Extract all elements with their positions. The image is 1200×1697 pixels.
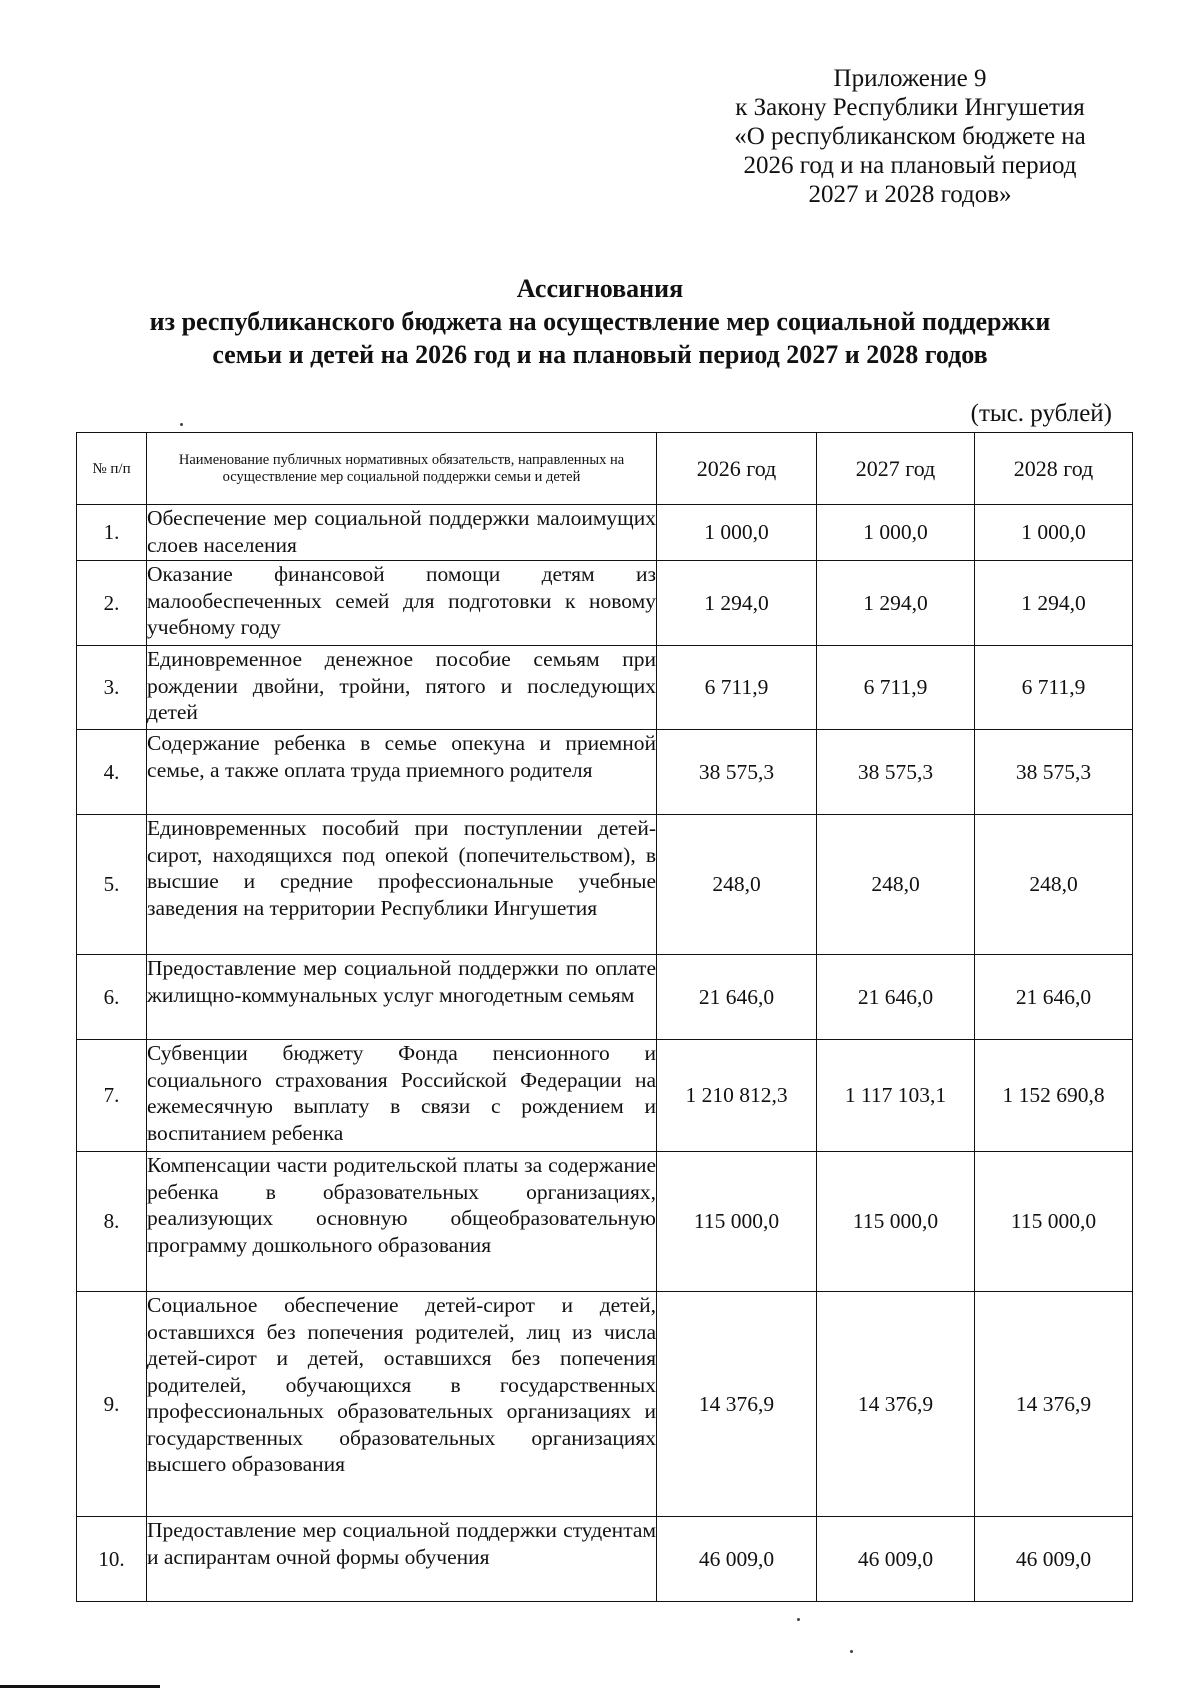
row-value-2026: 248,0	[657, 815, 817, 955]
table-row	[77, 1517, 1133, 1602]
table-row	[77, 730, 1133, 815]
appendix-line: 2027 и 2028 годов»	[808, 181, 1012, 208]
row-name: Компенсации части родительской платы за содержание ребенка в образовательных организациях, реализующих основную общеобразовательную программу дошкольного образования	[147, 1152, 657, 1292]
row-num: 6.	[77, 955, 147, 1040]
row-num: 5.	[77, 815, 147, 955]
header-name: Наименование публичных нормативных обязательств, направленных на осуществление мер социальной поддержки семьи и детей	[147, 433, 657, 505]
row-value-2026: 21 646,0	[657, 955, 817, 1040]
header-num: № п/п	[77, 433, 147, 505]
row-value-2026: 6 711,9	[657, 646, 817, 730]
scan-speck	[180, 423, 183, 426]
row-name: Единовременное денежное пособие семьям при рождении двойни, тройни, пятого и последующих детей	[147, 646, 657, 730]
row-value-2026: 1 000,0	[657, 505, 817, 561]
row-value-2026: 1 294,0	[657, 561, 817, 646]
table-row	[77, 955, 1133, 1040]
row-value-2028: 1 152 690,8	[975, 1040, 1133, 1152]
row-num: 9.	[77, 1292, 147, 1517]
row-value-2027: 115 000,0	[817, 1152, 975, 1292]
row-value-2027: 1 000,0	[817, 505, 975, 561]
header-2028: 2028 год	[975, 433, 1133, 505]
title-line-3: семьи и детей на 2026 год и на плановый период 2027 и 2028 годов	[212, 340, 988, 369]
table-header-row	[77, 433, 1133, 505]
row-value-2028: 38 575,3	[975, 730, 1133, 815]
row-value-2028: 46 009,0	[975, 1517, 1133, 1602]
row-num: 10.	[77, 1517, 147, 1602]
document-title	[60, 272, 1140, 371]
table-row	[77, 505, 1133, 561]
row-name: Оказание финансовой помощи детям из малообеспеченных семей для подготовки к новому учебному году	[147, 561, 657, 646]
row-value-2028: 115 000,0	[975, 1152, 1133, 1292]
header-2026: 2026 год	[657, 433, 817, 505]
row-value-2027: 1 117 103,1	[817, 1040, 975, 1152]
title-line-2: из республиканского бюджета на осуществление мер социальной поддержки	[149, 307, 1051, 336]
row-num: 8.	[77, 1152, 147, 1292]
row-num: 1.	[77, 505, 147, 561]
row-value-2027: 14 376,9	[817, 1292, 975, 1517]
allocations-table	[76, 432, 1133, 1602]
row-value-2027: 248,0	[817, 815, 975, 955]
footer-rule	[0, 1685, 160, 1688]
row-num: 7.	[77, 1040, 147, 1152]
table-row	[77, 1152, 1133, 1292]
appendix-line: Приложение 9	[833, 65, 987, 92]
row-name: Содержание ребенка в семье опекуна и приемной семье, а также оплата труда приемного родителя	[147, 730, 657, 815]
units-label: (тыс. рублей)	[970, 400, 1112, 427]
row-value-2026: 14 376,9	[657, 1292, 817, 1517]
row-name: Единовременных пособий при поступлении детей-сирот, находящихся под опекой (попечительством), в высшие и средние профессиональные учебные заведения на территории Республики Ингушетия	[147, 815, 657, 955]
row-name: Субвенции бюджету Фонда пенсионного и социального страхования Российской Федерации на ежемесячную выплату в связи с рождением и воспитанием ребенка	[147, 1040, 657, 1152]
row-name: Социальное обеспечение детей-сирот и детей, оставшихся без попечения родителей, лиц из числа детей-сирот и детей, оставшихся без попечения родителей, обучающихся в государственных профессиональных образовательных организациях и государственных образовательных организациях высшего образования	[147, 1292, 657, 1517]
scan-speck	[850, 1650, 853, 1653]
table-row	[77, 1292, 1133, 1517]
row-num: 2.	[77, 561, 147, 646]
row-name: Обеспечение мер социальной поддержки малоимущих слоев населения	[147, 505, 657, 561]
row-value-2027: 6 711,9	[817, 646, 975, 730]
row-value-2026: 38 575,3	[657, 730, 817, 815]
row-value-2026: 1 210 812,3	[657, 1040, 817, 1152]
appendix-line: 2026 год и на плановый период	[743, 152, 1077, 179]
row-value-2028: 248,0	[975, 815, 1133, 955]
row-value-2027: 1 294,0	[817, 561, 975, 646]
row-value-2028: 1 294,0	[975, 561, 1133, 646]
table-row	[77, 815, 1133, 955]
appendix-line: к Закону Республики Ингушетия	[735, 94, 1085, 121]
appendix-line: «О республиканском бюджете на	[734, 123, 1086, 150]
row-name: Предоставление мер социальной поддержки по оплате жилищно-коммунальных услуг многодетным семьям	[147, 955, 657, 1040]
row-num: 3.	[77, 646, 147, 730]
title-line-1: Ассигнования	[516, 274, 684, 303]
row-num: 4.	[77, 730, 147, 815]
row-value-2026: 115 000,0	[657, 1152, 817, 1292]
row-name: Предоставление мер социальной поддержки студентам и аспирантам очной формы обучения	[147, 1517, 657, 1602]
row-value-2028: 1 000,0	[975, 505, 1133, 561]
appendix-header	[680, 64, 1140, 209]
row-value-2027: 38 575,3	[817, 730, 975, 815]
row-value-2028: 14 376,9	[975, 1292, 1133, 1517]
row-value-2028: 6 711,9	[975, 646, 1133, 730]
row-value-2026: 46 009,0	[657, 1517, 817, 1602]
row-value-2027: 21 646,0	[817, 955, 975, 1040]
row-value-2027: 46 009,0	[817, 1517, 975, 1602]
table-row	[77, 1040, 1133, 1152]
row-value-2028: 21 646,0	[975, 955, 1133, 1040]
table-row	[77, 646, 1133, 730]
scan-speck	[797, 1618, 800, 1621]
header-2027: 2027 год	[817, 433, 975, 505]
table-row	[77, 561, 1133, 646]
